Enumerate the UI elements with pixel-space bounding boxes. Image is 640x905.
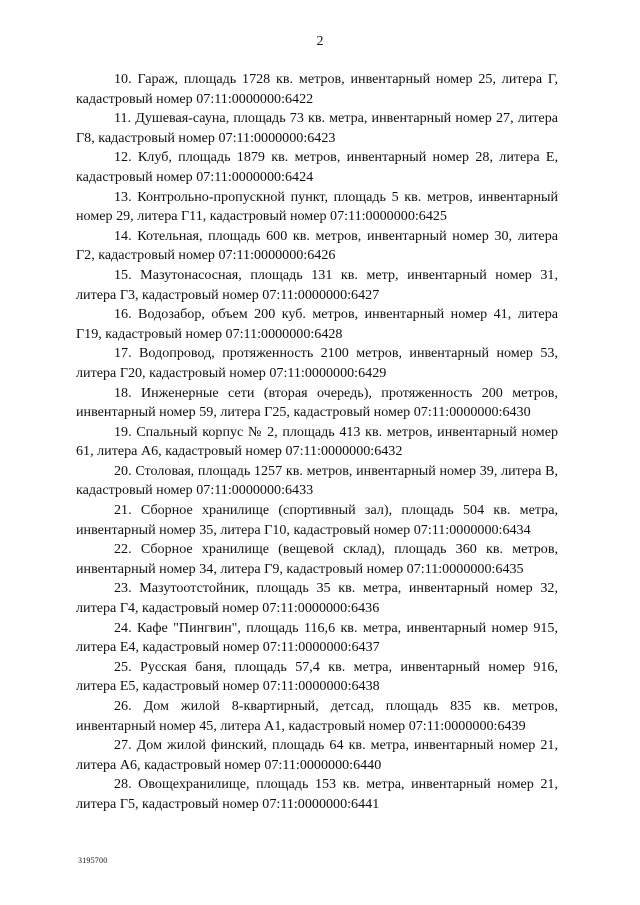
list-item: 27. Дом жилой финский, площадь 64 кв. метра, инвентарный номер 21, литера А6, кадастровый номер 07:11:0000000:6440	[76, 737, 558, 773]
document-code: 3195700	[78, 856, 108, 865]
page-number: 2	[316, 34, 324, 49]
list-item: 15. Мазутонасосная, площадь 131 кв. метр, инвентарный номер 31, литера Г3, кадастровый номер 07:11:0000000:6427	[76, 266, 558, 303]
list-item: 12. Клуб, площадь 1879 кв. метров, инвентарный номер 28, литера Е, кадастровый номер 07:11:0000000:6424	[76, 149, 558, 185]
list-item: 28. Овощехранилище, площадь 153 кв. метра, инвентарный номер 21, литера Г5, кадастровый номер 07:11:0000000:6441	[76, 776, 558, 812]
list-item: 14. Котельная, площадь 600 кв. метров, инвентарный номер 30, литера Г2, кадастровый номер 07:11:0000000:6426	[76, 227, 558, 264]
list-item: 10. Гараж, площадь 1728 кв. метров, инвентарный номер 25, литера Г, кадастровый номер 07:11:0000000:6422	[76, 71, 558, 107]
list-item: 11. Душевая-сауна, площадь 73 кв. метра, инвентарный номер 27, литера Г8, кадастровый номер 07:11:0000000:6423	[76, 110, 558, 146]
list-item: 19. Спальный корпус № 2, площадь 413 кв. метров, инвентарный номер 61, литера А6, кадастровый номер 07:11:0000000:6432	[76, 423, 558, 460]
list-item: 22. Сборное хранилище (вещевой склад), площадь 360 кв. метров, инвентарный номер 34, литера Г9, кадастровый номер 07:11:0000000:6435	[76, 541, 558, 577]
list-item: 16. Водозабор, объем 200 куб. метров, инвентарный номер 41, литера Г19, кадастровый номер 07:11:0000000:6428	[76, 306, 558, 342]
list-item: 18. Инженерные сети (вторая очередь), протяженность 200 метров, инвентарный номер 59, литера Г25, кадастровый номер 07:11:0000000:6430	[76, 384, 558, 421]
list-item: 24. Кафе "Пингвин", площадь 116,6 кв. метра, инвентарный номер 915, литера Е4, кадастровый номер 07:11:0000000:6437	[76, 619, 558, 656]
list-item: 21. Сборное хранилище (спортивный зал), площадь 504 кв. метра, инвентарный номер 35, литера Г10, кадастровый номер 07:11:0000000:6434	[76, 502, 558, 538]
property-list	[76, 70, 558, 815]
list-item: 17. Водопровод, протяженность 2100 метров, инвентарный номер 53, литера Г20, кадастровый номер 07:11:0000000:6429	[76, 345, 558, 381]
list-item: 23. Мазутоотстойник, площадь 35 кв. метра, инвентарный номер 32, литера Г4, кадастровый номер 07:11:0000000:6436	[76, 580, 558, 617]
list-item: 26. Дом жилой 8-квартирный, детсад, площадь 835 кв. метров, инвентарный номер 45, литера А1, кадастровый номер 07:11:0000000:6439	[76, 698, 558, 734]
list-item: 13. Контрольно-пропускной пункт, площадь 5 кв. метров, инвентарный номер 29, литера Г11, кадастровый номер 07:11:0000000:6425	[76, 188, 558, 225]
list-item: 25. Русская баня, площадь 57,4 кв. метра, инвентарный номер 916, литера Е5, кадастровый номер 07:11:0000000:6438	[76, 658, 558, 695]
list-item: 20. Столовая, площадь 1257 кв. метров, инвентарный номер 39, литера В, кадастровый номер 07:11:0000000:6433	[76, 462, 558, 499]
